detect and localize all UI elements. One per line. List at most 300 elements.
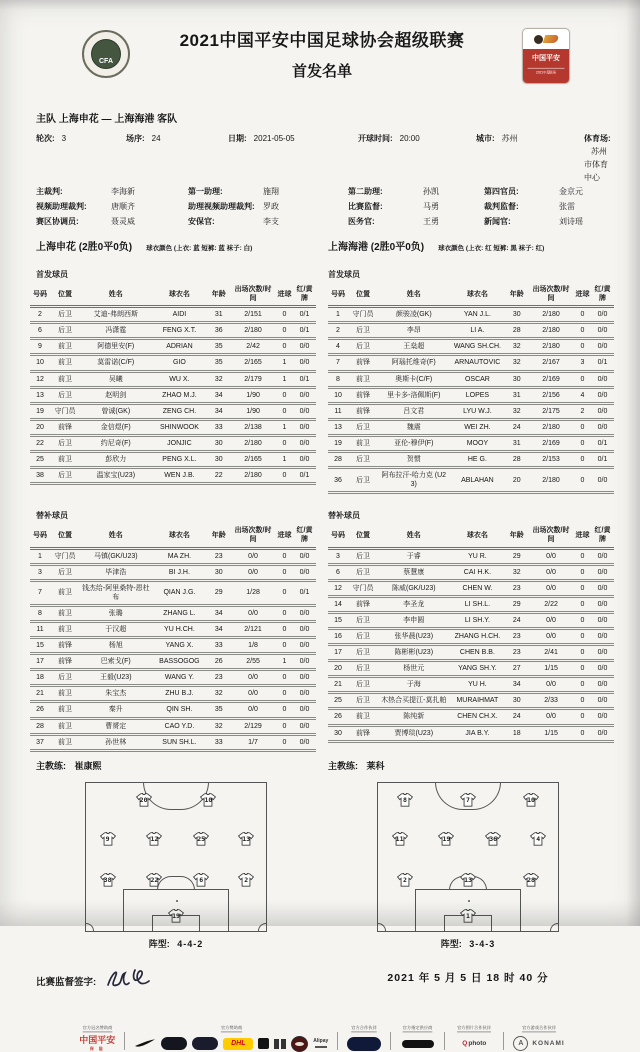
table-cell: 17: [334, 649, 342, 657]
table-cell: 0/0: [597, 552, 608, 560]
table-cell: 前锋: [356, 729, 371, 737]
cfa-logo: [82, 30, 130, 78]
cfa-logo-text: CFA: [91, 39, 121, 69]
home-coach-name: 崔康熙: [74, 760, 102, 771]
table-row: [328, 356, 614, 372]
table-row: [328, 308, 614, 324]
formation-diagrams: [30, 782, 614, 998]
table-cell: 14: [334, 600, 342, 608]
table-cell: 0: [580, 423, 585, 431]
column-header: 进球: [575, 290, 590, 298]
info-value: 聂灵威: [111, 217, 135, 226]
table-cell: 11: [334, 407, 342, 415]
column-header: 球衣名: [466, 531, 488, 539]
table-cell: 7: [336, 359, 340, 367]
table-cell: 陈彬彬(U23): [394, 649, 434, 657]
table-row: [328, 340, 614, 356]
away-coach-label: 主教练:: [328, 760, 358, 771]
table-cell: 0: [580, 311, 585, 319]
table-cell: 30: [214, 568, 223, 576]
table-cell: 0/0: [597, 391, 608, 399]
info-pair: [188, 199, 348, 214]
sponsor-divider: [337, 1032, 338, 1050]
table-cell: 0: [580, 476, 585, 484]
info-value: 刘诗瑶: [559, 217, 583, 226]
table-cell: LOPES: [465, 391, 490, 399]
player-shirt: 22: [145, 873, 163, 887]
table-cell: 后卫: [58, 439, 73, 447]
table-cell: 32: [214, 690, 223, 698]
table-cell: 后卫: [356, 649, 371, 657]
table-cell: WU X.: [169, 375, 190, 383]
table-cell: 12: [36, 375, 44, 383]
home-formation-value: 4-4-2: [177, 938, 204, 949]
table-cell: 0/0: [299, 423, 310, 431]
sponsor-group: [134, 1024, 328, 1052]
table-cell: 0: [282, 568, 287, 576]
table-row: [30, 308, 316, 324]
table-cell: QIN SH.: [166, 706, 193, 714]
table-cell: 0: [580, 616, 585, 624]
table-cell: 守门员: [352, 584, 374, 592]
table-cell: 前锋: [356, 407, 371, 415]
table-cell: 35: [214, 343, 223, 351]
pill2-logo: [192, 1037, 218, 1050]
page-title: 2021中国平安中国足球协会超级联赛: [179, 31, 465, 50]
column-header: 球衣名: [466, 290, 488, 298]
player-shirt: 4: [529, 832, 547, 846]
table-cell: 28: [512, 327, 521, 335]
column-header: 出场次数/时间: [532, 286, 570, 303]
table-cell: 0/0: [299, 690, 310, 698]
table-cell: 奥斯卡(C/F): [395, 375, 433, 383]
sponsor-logos: [347, 1036, 381, 1052]
table-row: [30, 340, 316, 356]
home-formation: [30, 937, 322, 950]
table-cell: 0/0: [299, 738, 310, 746]
table-cell: 35: [214, 706, 223, 714]
column-header: 位置: [356, 290, 371, 298]
table-cell: CHEN CH.X.: [457, 713, 498, 721]
table-cell: 0/0: [597, 632, 608, 640]
starters-labels: [30, 262, 614, 283]
table-cell: 2/22: [544, 600, 558, 608]
table-cell: 0: [580, 697, 585, 705]
player-shirt: 38: [99, 873, 117, 887]
signature-label: 比赛监督签字:: [36, 976, 97, 988]
home-subs-label: 替补球员: [36, 511, 68, 521]
table-cell: 曾诚(GK): [101, 407, 131, 415]
column-header: 位置: [58, 290, 73, 298]
away-formation-label: 阵型:: [440, 938, 462, 949]
table-cell: CHEN W.: [462, 584, 493, 592]
sponsor-group: [347, 1024, 381, 1052]
table-cell: 前锋: [58, 658, 73, 666]
table-cell: JONJIC: [167, 439, 192, 447]
table-row: [328, 566, 614, 582]
table-cell: 温家宝(U23): [96, 472, 136, 480]
info-value: 24: [151, 134, 161, 143]
player-shirt: 25: [192, 832, 210, 846]
table-cell: 后卫: [58, 568, 73, 576]
info-value: 李支: [263, 217, 279, 226]
table-cell: 28: [334, 456, 342, 464]
table-cell: 4: [580, 391, 585, 399]
sponsor-strip: [30, 1024, 614, 1052]
table-cell: 8: [38, 609, 42, 617]
column-header: 年龄: [509, 290, 524, 298]
table-cell: 2/42: [246, 343, 260, 351]
table-cell: 30: [334, 729, 342, 737]
square-logo: [258, 1038, 269, 1049]
table-cell: 36: [334, 476, 342, 484]
player-shirt: 7: [459, 793, 477, 807]
table-cell: MA ZH.: [167, 552, 192, 560]
table-cell: 32: [512, 343, 521, 351]
column-header: 出场次数/时间: [532, 527, 570, 544]
player-shirt: 10: [522, 793, 540, 807]
table-cell: 0/1: [299, 589, 310, 597]
home-coach-label: 主教练:: [36, 760, 66, 771]
table-row: [30, 373, 316, 389]
player-shirt: 10: [199, 793, 217, 807]
table-cell: 22: [36, 439, 44, 447]
table-cell: 35: [214, 359, 223, 367]
table-cell: 0/0: [299, 568, 310, 576]
player-shirt: 13: [237, 832, 255, 846]
info-label: 城市:: [476, 134, 495, 143]
table-cell: 34: [214, 625, 223, 633]
table-cell: 33: [214, 642, 223, 650]
sponsor-divider: [390, 1032, 391, 1050]
table-cell: 0: [282, 625, 287, 633]
column-header: 红/黄牌: [594, 527, 611, 544]
table-cell: 2/180: [244, 327, 262, 335]
table-cell: 0: [580, 552, 585, 560]
pingan-logo: 中国平安 保 险: [79, 1035, 116, 1052]
table-cell: SHINWOOK: [159, 423, 199, 431]
info-value: 施翔: [263, 187, 279, 196]
table-cell: 0/0: [299, 658, 310, 666]
table-cell: 1: [38, 552, 42, 560]
sponsor-logos: [134, 1036, 328, 1052]
info-pair: [348, 214, 484, 229]
home-formation-col: [30, 782, 322, 998]
sponsor-group: [400, 1024, 435, 1052]
table-cell: 0: [580, 568, 585, 576]
table-row: [328, 614, 614, 630]
table-cell: 0/0: [597, 697, 608, 705]
table-cell: 0/1: [299, 472, 310, 480]
table-cell: 约尼奇(F): [100, 439, 131, 447]
table-cell: 20: [512, 476, 521, 484]
away-formation-col: [322, 782, 614, 998]
table-cell: 0/0: [597, 729, 608, 737]
info-label: 第四官员:: [484, 187, 519, 196]
table-cell: 王毅(U23): [100, 674, 132, 682]
info-pair: [228, 132, 358, 184]
table-cell: 15: [334, 616, 342, 624]
table-cell: 2/156: [542, 391, 560, 399]
csl-pingan-badge: [522, 28, 570, 84]
table-cell: 前卫: [58, 706, 73, 714]
table-cell: SUN SH.L.: [162, 738, 197, 746]
table-row: [30, 655, 316, 671]
table-row: [328, 710, 614, 726]
info-label: 主裁判:: [36, 187, 63, 196]
table-cell: 1/15: [544, 665, 558, 673]
table-cell: BASSOGOG: [159, 658, 200, 666]
table-cell: 0: [580, 681, 585, 689]
info-label: 轮次:: [36, 134, 55, 143]
table-cell: 1: [282, 456, 287, 464]
table-cell: 0: [580, 456, 585, 464]
sponsor-divider: [124, 1032, 125, 1050]
table-cell: 11: [36, 625, 44, 633]
table-cell: ZHANG H.CH.: [454, 632, 501, 640]
table-cell: 0/0: [299, 722, 310, 730]
table-row: [30, 607, 316, 623]
player-shirt: 8: [396, 793, 414, 807]
info-label: 安保官:: [188, 217, 215, 226]
sponsor-group-label: 官方指定供应商: [402, 1025, 433, 1031]
table-cell: 22: [214, 472, 223, 480]
table-cell: 2/179: [244, 375, 262, 383]
table-cell: 0: [282, 722, 287, 730]
table-cell: 0/0: [546, 568, 556, 576]
table-cell: 前卫: [58, 375, 73, 383]
away-coach-name: 莱科: [366, 760, 385, 771]
table-cell: 杨旭: [108, 642, 123, 650]
badge-subtitle: 2021中超联赛: [528, 68, 565, 75]
table-cell: 后卫: [356, 552, 371, 560]
table-row: [328, 437, 614, 453]
table-cell: ABLAHAN: [461, 476, 494, 484]
subs-labels: [30, 503, 614, 524]
table-cell: 吴曦: [108, 375, 123, 383]
info-pair: [348, 184, 484, 199]
signature-row: [36, 964, 322, 998]
table-row: [30, 703, 316, 719]
table-cell: 23: [512, 632, 521, 640]
table-cell: 0/0: [597, 681, 608, 689]
table-row: [328, 646, 614, 662]
away-starters-label: 首发球员: [328, 270, 360, 279]
table-cell: 36: [214, 327, 223, 335]
sponsor-logos: [462, 1036, 486, 1052]
table-cell: WEN J.B.: [164, 472, 195, 480]
table-cell: CHEN B.B.: [459, 649, 495, 657]
sponsor-group-label: 官方图片合作伙伴: [457, 1025, 492, 1031]
teams-line: [30, 238, 614, 253]
table-cell: 陈威(GK/U23): [392, 584, 436, 592]
table-cell: 王燊超: [403, 343, 425, 351]
table-cell: 32: [214, 375, 223, 383]
table-cell: 0/0: [299, 706, 310, 714]
table-cell: YU R.: [468, 552, 487, 560]
table-cell: 前锋: [58, 642, 73, 650]
info-label: 助理视频助理裁判:: [188, 202, 255, 211]
table-cell: 0/0: [299, 642, 310, 650]
table-cell: 0/1: [597, 359, 608, 367]
table-row: [328, 389, 614, 405]
table-cell: 0: [282, 609, 287, 617]
column-header: 红/黄牌: [594, 286, 611, 303]
table-cell: 颜骏凌(GK): [395, 311, 432, 319]
table-cell: 1: [336, 311, 340, 319]
table-cell: 0: [580, 439, 585, 447]
table-cell: 前锋: [356, 600, 371, 608]
table-cell: 魏震: [406, 423, 421, 431]
table-cell: 0: [580, 632, 585, 640]
header: [30, 26, 614, 100]
info-pair: [188, 214, 348, 229]
table-cell: 20: [36, 423, 44, 431]
pill-navy-logo: [347, 1037, 381, 1051]
table-cell: 0/0: [299, 439, 310, 447]
table-cell: 前锋: [356, 359, 371, 367]
table-cell: 0/0: [299, 359, 310, 367]
table-row: [30, 453, 316, 469]
table-cell: 后卫: [58, 472, 73, 480]
column-header: 出场次数/时间: [234, 286, 272, 303]
table-cell: 18: [512, 729, 521, 737]
away-formation-value: 3-4-3: [469, 938, 496, 949]
info-label: 比赛监督:: [348, 202, 383, 211]
table-cell: LI SH.L.: [464, 600, 491, 608]
table-cell: 0/0: [299, 674, 310, 682]
table-cell: 0/0: [597, 476, 608, 484]
table-cell: 2/180: [542, 423, 560, 431]
table-cell: 0/0: [597, 327, 608, 335]
table-cell: 2/165: [244, 456, 262, 464]
player-shirt: 2: [396, 873, 414, 887]
table-cell: 2/175: [542, 407, 560, 415]
table-cell: 6: [336, 568, 340, 576]
table-cell: 0/0: [299, 609, 310, 617]
sponsor-divider: [444, 1032, 445, 1050]
table-cell: 25: [334, 697, 342, 705]
info-pair: [584, 132, 614, 184]
table-cell: 2: [38, 311, 42, 319]
table-cell: 守门员: [352, 311, 374, 319]
pill-logo: [161, 1037, 187, 1050]
table-cell: 34: [512, 681, 521, 689]
table-row: [30, 720, 316, 736]
table-cell: 后卫: [356, 632, 371, 640]
table-cell: 0: [282, 642, 287, 650]
table-cell: 7: [38, 589, 42, 597]
table-cell: 0: [580, 649, 585, 657]
player-shirt: 28: [522, 873, 540, 887]
table-row: [328, 550, 614, 566]
table-cell: 陈纯新: [403, 713, 425, 721]
table-row: [328, 694, 614, 710]
table-header-row: [30, 524, 316, 549]
table-cell: 0: [282, 552, 287, 560]
info-value: 苏州: [501, 134, 518, 143]
table-cell: 前卫: [356, 713, 371, 721]
table-cell: 0/1: [299, 327, 310, 335]
sponsor-logos: [402, 1036, 434, 1052]
dhl-logo: DHL: [223, 1038, 253, 1050]
table-cell: 后卫: [58, 674, 73, 682]
table-cell: 31: [512, 391, 521, 399]
column-header: 出场次数/时间: [234, 527, 272, 544]
column-header: 年龄: [211, 290, 226, 298]
table-cell: 0/0: [248, 609, 258, 617]
table-cell: 27: [512, 665, 521, 673]
table-cell: 31: [512, 439, 521, 447]
table-cell: 26: [334, 713, 342, 721]
table-cell: 10: [36, 359, 44, 367]
qphoto-logo: Q photo: [462, 1040, 487, 1048]
table-cell: 0: [580, 665, 585, 673]
table-cell: 前卫: [58, 589, 73, 597]
table-row: [30, 687, 316, 703]
info-pair: [476, 132, 584, 184]
table-cell: MURAIHMAT: [456, 697, 499, 705]
table-cell: 曹赟定: [105, 722, 127, 730]
table-cell: 2: [580, 407, 585, 415]
info-value: 唐顺齐: [111, 202, 135, 211]
table-cell: 0/0: [597, 311, 608, 319]
info-pair: [484, 214, 614, 229]
table-cell: 0/0: [597, 584, 608, 592]
table-cell: 阿德里安(F): [97, 343, 135, 351]
table-cell: 1/15: [544, 729, 558, 737]
table-cell: 0/0: [546, 616, 556, 624]
player-shirt: 19: [167, 909, 185, 923]
table-cell: 1/90: [246, 391, 260, 399]
table-cell: 30: [512, 375, 521, 383]
table-row: [30, 421, 316, 437]
starters-tables: [30, 283, 614, 494]
sponsor-group: [79, 1024, 115, 1052]
table-cell: 10: [334, 391, 342, 399]
table-cell: 2/153: [542, 456, 560, 464]
column-header: 位置: [58, 531, 73, 539]
table-cell: 0/0: [248, 706, 258, 714]
table-cell: 后卫: [356, 343, 371, 351]
badge-red-panel: [523, 49, 569, 83]
home-kit-colors: 球衣颜色 (上衣: 蓝 短裤: 蓝 袜子: 白): [146, 245, 253, 252]
column-header: 姓名: [108, 290, 123, 298]
table-cell: 3: [38, 568, 42, 576]
table-cell: 前卫: [58, 343, 73, 351]
table-cell: 莫雷诺(C/F): [97, 359, 135, 367]
csl-logo-icon: [523, 29, 569, 49]
table-cell: 1: [282, 658, 287, 666]
table-cell: 0/0: [546, 681, 556, 689]
table-cell: 后卫: [356, 697, 371, 705]
info-label: 第一助理:: [188, 187, 223, 196]
table-cell: 0: [580, 600, 585, 608]
table-cell: 0/1: [597, 439, 608, 447]
info-value: 苏州市体育中心: [584, 147, 608, 182]
column-header: 号码: [33, 290, 47, 298]
home-pitch-diagram: [85, 782, 267, 932]
table-cell: 0/0: [248, 690, 258, 698]
home-formation-label: 阵型:: [148, 938, 170, 949]
table-cell: 2/180: [542, 476, 560, 484]
table-cell: 0: [282, 674, 287, 682]
table-cell: 26: [214, 658, 223, 666]
table-cell: 0/0: [597, 616, 608, 624]
table-row: [328, 469, 614, 494]
table-cell: 32: [512, 359, 521, 367]
info-pair: [188, 184, 348, 199]
